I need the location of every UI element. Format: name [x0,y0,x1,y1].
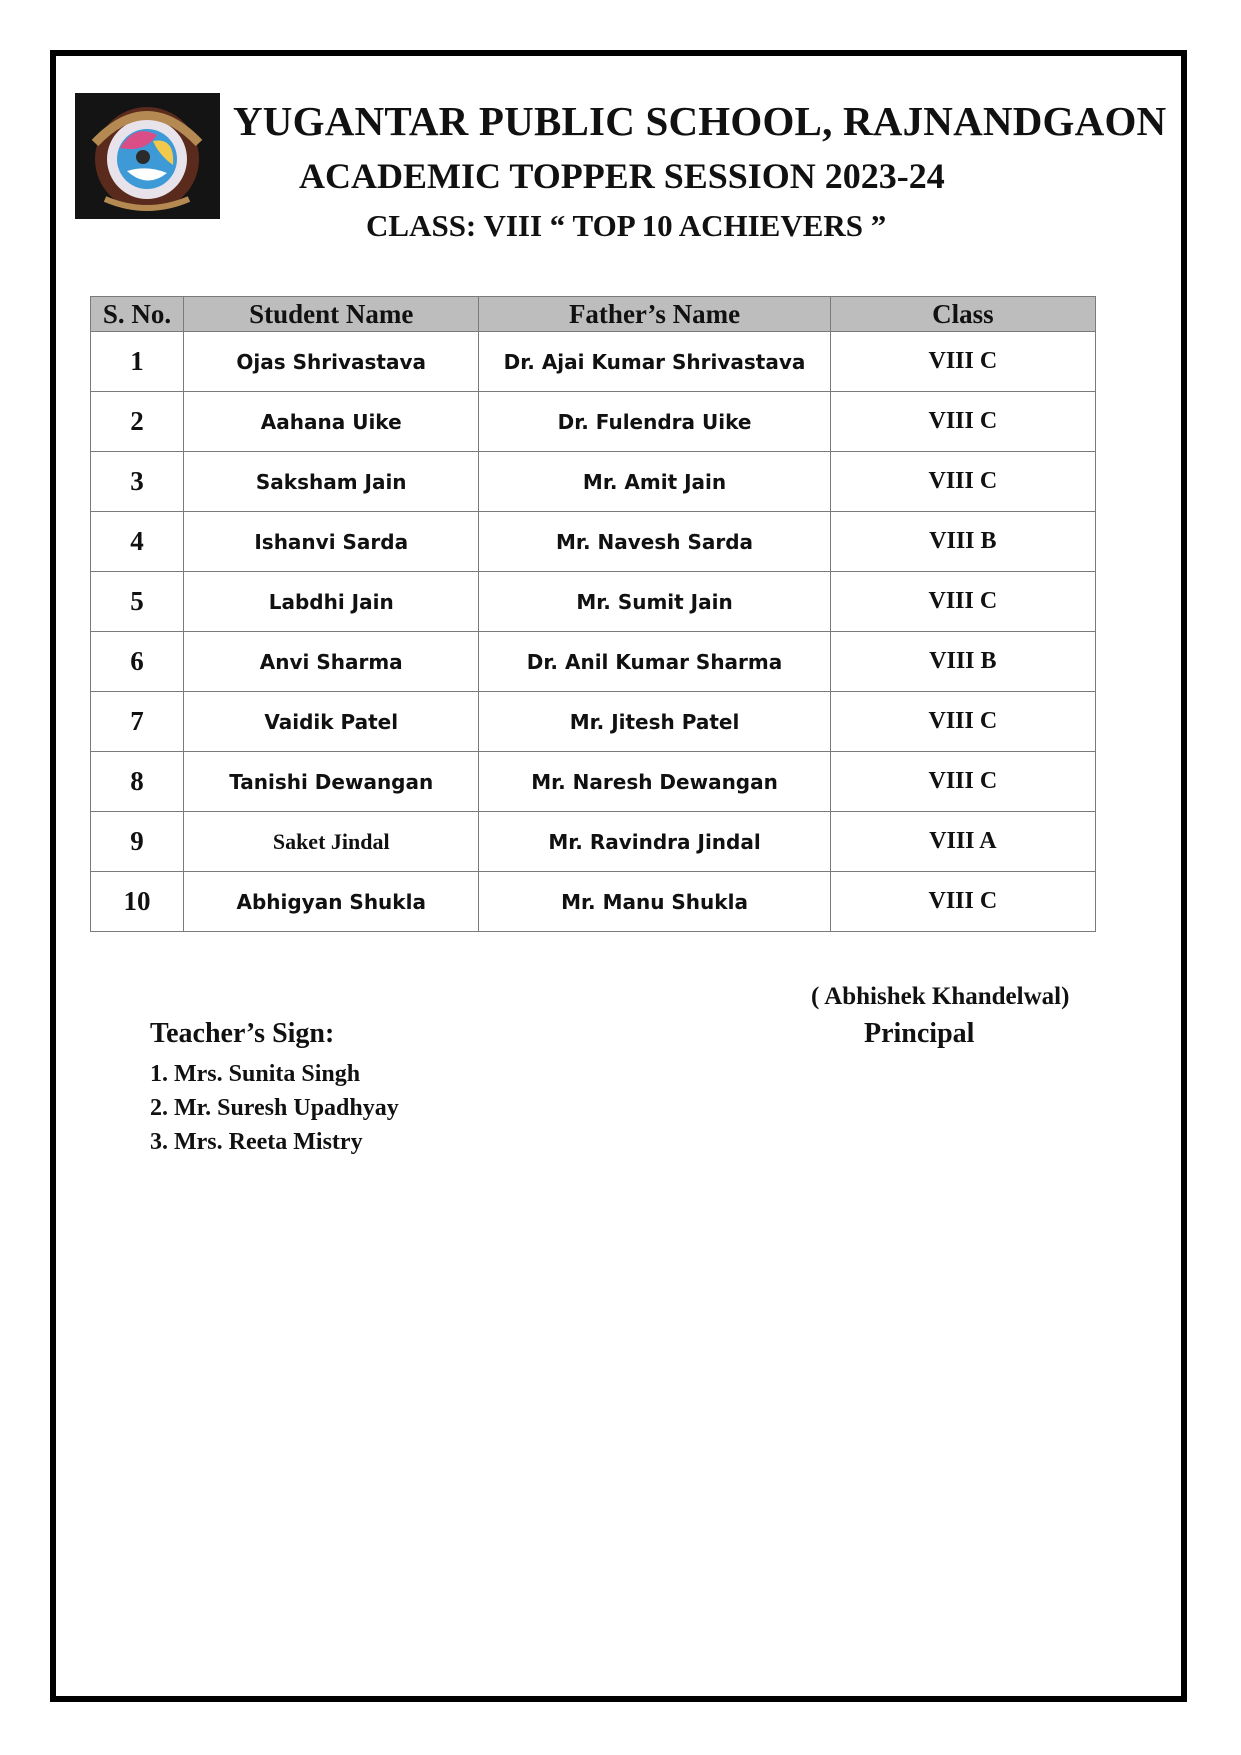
cell-father-name: Mr. Ravindra Jindal [479,812,830,872]
cell-student-name: Tanishi Dewangan [184,752,479,812]
table-header-row [91,297,1096,332]
cell-student-name: Ojas Shrivastava [184,332,479,392]
cell-class: VIII B [830,632,1095,692]
cell-sno: 3 [91,452,184,512]
table-row [91,872,1096,932]
school-logo-emblem [75,93,220,219]
cell-class: VIII C [830,332,1095,392]
cell-student-name: Anvi Sharma [184,632,479,692]
class-title: CLASS: VIII “ TOP 10 ACHIEVERS ” [366,208,887,243]
teacher-sign-heading: Teacher’s Sign: [150,1018,335,1049]
teacher-item: 3. Mrs. Reeta Mistry [150,1129,363,1155]
teacher-item: 2. Mr. Suresh Upadhyay [150,1095,399,1121]
cell-sno: 9 [91,812,184,872]
cell-sno: 6 [91,632,184,692]
cell-student-name: Saksham Jain [184,452,479,512]
cell-class: VIII C [830,452,1095,512]
session-title: ACADEMIC TOPPER SESSION 2023-24 [299,156,945,196]
school-name: YUGANTAR PUBLIC SCHOOL, RAJNANDGAON [233,98,1167,144]
cell-student-name: Aahana Uike [184,392,479,452]
cell-class: VIII B [830,512,1095,572]
teacher-item: 1. Mrs. Sunita Singh [150,1061,361,1087]
table-row [91,452,1096,512]
cell-class: VIII C [830,572,1095,632]
school-logo [75,93,220,219]
cell-sno: 5 [91,572,184,632]
table-row [91,812,1096,872]
toppers-table [90,296,1096,932]
cell-class: VIII C [830,392,1095,452]
cell-class: VIII C [830,692,1095,752]
cell-sno: 7 [91,692,184,752]
cell-father-name: Mr. Sumit Jain [479,572,830,632]
table-row [91,752,1096,812]
cell-student-name: Labdhi Jain [184,572,479,632]
teacher-list [150,1057,399,1159]
cell-father-name: Mr. Amit Jain [479,452,830,512]
cell-class: VIII C [830,752,1095,812]
table-row [91,392,1096,452]
cell-sno: 2 [91,392,184,452]
cell-student-name: Saket Jindal [184,812,479,872]
cell-father-name: Mr. Manu Shukla [479,872,830,932]
cell-father-name: Mr. Jitesh Patel [479,692,830,752]
cell-class: VIII A [830,812,1095,872]
header-sno: S. No. [91,297,184,332]
cell-sno: 8 [91,752,184,812]
cell-student-name: Abhigyan Shukla [184,872,479,932]
cell-father-name: Dr. Ajai Kumar Shrivastava [479,332,830,392]
cell-father-name: Dr. Fulendra Uike [479,392,830,452]
cell-father-name: Dr. Anil Kumar Sharma [479,632,830,692]
cell-father-name: Mr. Navesh Sarda [479,512,830,572]
cell-sno: 1 [91,332,184,392]
cell-class: VIII C [830,872,1095,932]
table-row [91,632,1096,692]
table-row [91,512,1096,572]
table-row [91,572,1096,632]
principal-title: Principal [864,1018,975,1049]
table-row [91,332,1096,392]
cell-sno: 4 [91,512,184,572]
cell-student-name: Vaidik Patel [184,692,479,752]
table-row [91,692,1096,752]
header-student-name: Student Name [184,297,479,332]
principal-name: ( Abhishek Khandelwal) [811,983,1070,1010]
cell-student-name: Ishanvi Sarda [184,512,479,572]
cell-father-name: Mr. Naresh Dewangan [479,752,830,812]
header-class: Class [830,297,1095,332]
cell-sno: 10 [91,872,184,932]
header-father-name: Father’s Name [479,297,830,332]
